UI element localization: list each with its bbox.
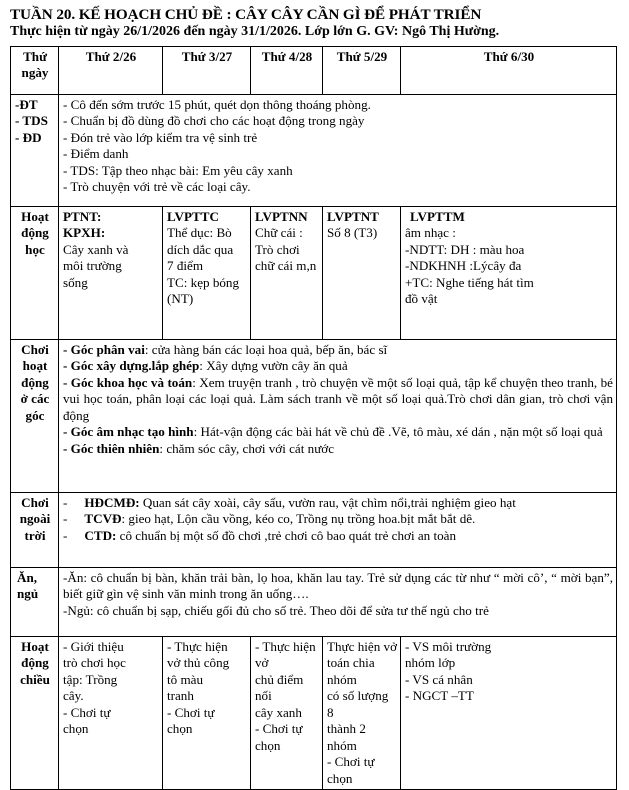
arrival-item: - Điểm danh: [63, 146, 129, 162]
arrival-item: - Chuẩn bị đồ dùng đồ chơi cho các hoạt động trong ngày: [63, 113, 365, 129]
subject-detail: sống: [63, 274, 88, 290]
subject-code: PTNT:: [63, 208, 102, 224]
afternoon-line: Thực hiện vở: [327, 638, 398, 654]
row-label-learning-line-2: động: [21, 225, 49, 241]
table-row-afternoon: [11, 636, 617, 789]
weekly-plan-table: [10, 46, 617, 790]
arrival-item: - Trò chuyện với trẻ về các loại cây.: [63, 179, 251, 195]
outdoor-tag: CTD:: [84, 527, 117, 543]
afternoon-line: - Chơi tự: [63, 704, 111, 720]
page-subtitle: Thực hiện từ ngày 26/1/2026 đến ngày 31/1/2026. Lớp lớn G. GV: Ngô Thị Hường.: [10, 24, 500, 40]
row-label-outdoor-line-2: ngoài: [19, 511, 51, 527]
afternoon-line: - Chơi tự chọn: [327, 754, 375, 786]
subject-detail: (NT): [167, 291, 194, 307]
row-label-corners-line-2: hoạt: [22, 358, 48, 374]
corner-text: : Xem truyện tranh , trò chuyện về một số loại quả, tập kể chuyện theo tranh, bé vui học toán, phân loại các loại quả. Làm sách tranh về một số loại quả.Trò chơi dân gian, trò chơi vận động: [63, 374, 613, 423]
corner-text: : Hát-vận động các bài hát về chủ đề .Vẽ, tô màu, xé dán , nặn một số loại quả: [193, 424, 603, 440]
corner-name: - Góc xây dựng.lắp ghép: [63, 358, 200, 374]
page-title: TUẦN 20. KẾ HOẠCH CHỦ ĐỀ : CÂY CÂY CẦN GÌ ĐỂ PHÁT TRIỂN: [10, 6, 482, 23]
row-label-afternoon: [11, 636, 59, 789]
afternoon-line: cây xanh: [255, 704, 302, 720]
table-header-row: [11, 46, 617, 94]
subject-code: LVPTNN: [255, 208, 308, 224]
day-header-friday: Thứ 6/30: [401, 46, 617, 94]
row-label-arrival-line-3: - ĐD: [15, 129, 42, 145]
afternoon-line: chọn: [167, 721, 193, 737]
row-label-corners-line-3: động: [21, 374, 49, 390]
cell-learning-monday: [59, 206, 163, 339]
afternoon-line: vở thủ công: [167, 655, 230, 671]
subject-detail: Số 8 (T3): [327, 225, 378, 241]
row-label-afternoon-line-1: Hoạt: [21, 638, 49, 654]
cell-afternoon-monday: [59, 636, 163, 789]
subject-detail: -NDKHNH :Lýcây đa: [405, 258, 522, 274]
afternoon-line: chọn: [63, 721, 89, 737]
cell-learning-thursday: [323, 206, 401, 339]
outdoor-text: Quan sát cây xoài, cây sấu, vườn rau, vật chìm nổi,trải nghiệm gieo hạt: [139, 494, 516, 510]
corner-text: : Xây dựng vườn cây ăn quả: [199, 358, 348, 374]
row-label-arrival-line-2: - TDS: [15, 113, 48, 129]
afternoon-line: nhóm lớp: [405, 655, 456, 671]
subject-code-2: KPXH:: [63, 225, 106, 241]
corner-name: - Góc thiên nhiên: [63, 440, 160, 456]
table-row-corners: [11, 339, 617, 492]
subject-code: LVPTTC: [167, 208, 219, 224]
cell-outdoor-content: [59, 492, 617, 567]
eat-sleep-item: -Ăn: cô chuẩn bị bàn, khăn trải bàn, lọ hoa, khăn lau tay. Trẻ sử dụng các từ như “ mời cô’, “ mời bạn”, biết giữ gìn vệ sinh văn minh trong ăn uống….: [63, 569, 613, 602]
subject-detail: 7 điểm: [167, 258, 204, 274]
afternoon-line: - Chơi tự: [167, 704, 215, 720]
cell-afternoon-tuesday: [163, 636, 251, 789]
outdoor-dash: -: [63, 511, 68, 527]
afternoon-line: - Thực hiện: [167, 638, 228, 654]
afternoon-line: - VS cá nhân: [405, 671, 473, 687]
day-header-thursday: Thứ 5/29: [323, 46, 401, 94]
row-label-eat-sleep: [11, 567, 59, 636]
row-label-eat-sleep-line-2: ngủ: [17, 586, 39, 602]
corner-name: - Góc âm nhạc tạo hình: [63, 424, 194, 440]
afternoon-line: trò chơi học: [63, 655, 126, 671]
cell-afternoon-thursday: [323, 636, 401, 789]
afternoon-line: - Chơi tự chọn: [255, 721, 303, 753]
row-label-afternoon-line-2: động: [21, 655, 49, 671]
afternoon-line: thành 2 nhóm: [327, 721, 366, 753]
corner-name: - Góc phân vai: [63, 341, 145, 357]
row-label-outdoor: [11, 492, 59, 567]
table-row-arrival: [11, 94, 617, 206]
row-label-corners-line-1: Chơi: [21, 341, 49, 357]
eat-sleep-item: -Ngủ: cô chuẩn bị sạp, chiếu gối đủ cho số trẻ. Theo dõi để sửa tư thế ngủ cho trẻ: [63, 602, 489, 618]
corner-item: [63, 358, 613, 374]
outdoor-dash: -: [63, 527, 68, 543]
afternoon-line: - Thực hiện vở: [255, 638, 316, 671]
outdoor-item: [63, 495, 613, 511]
afternoon-line: - VS môi trường: [405, 638, 492, 654]
afternoon-line: tập: Trồng: [63, 671, 118, 687]
afternoon-line: - Giới thiệu: [63, 638, 124, 654]
afternoon-line: có số lượng 8: [327, 688, 389, 720]
outdoor-dash: -: [63, 494, 68, 510]
row-label-learning-line-1: Hoạt: [21, 208, 49, 224]
corner-text: : chăm sóc cây, chơi với cát nước: [159, 440, 335, 456]
outdoor-tag: HĐCMĐ:: [84, 494, 140, 510]
subject-detail: dích dắc qua: [167, 241, 234, 257]
cell-learning-wednesday: [251, 206, 323, 339]
subject-detail: TC: kẹp bóng: [167, 274, 240, 290]
corner-item: [63, 342, 613, 358]
arrival-item: - Đón trẻ vào lớp kiểm tra vệ sinh trẻ: [63, 129, 258, 145]
row-label-corners-line-4: ở các: [20, 391, 50, 407]
arrival-item: - Cô đến sớm trước 15 phút, quét dọn thông thoáng phòng.: [63, 96, 371, 112]
afternoon-line: toán chia nhóm: [327, 655, 375, 687]
subject-detail: môi trường: [63, 258, 122, 274]
corner-text: : cửa hàng bán các loại hoa quả, bếp ăn, bác sĩ: [144, 341, 388, 357]
row-label-outdoor-line-1: Chơi: [21, 494, 49, 510]
outdoor-item: [63, 511, 613, 527]
table-row-eat-sleep: [11, 567, 617, 636]
afternoon-line: cây.: [63, 688, 84, 704]
subject-detail: Trò chơi: [255, 241, 300, 257]
row-label-learning-line-3: học: [25, 241, 45, 257]
cell-eat-sleep-content: [59, 567, 617, 636]
corner-header-line-1: Thứ: [23, 48, 47, 64]
corner-item: [63, 375, 613, 424]
day-header-tuesday: Thứ 3/27: [163, 46, 251, 94]
table-row-outdoor: [11, 492, 617, 567]
cell-learning-friday: [401, 206, 617, 339]
cell-afternoon-friday: [401, 636, 617, 789]
afternoon-line: tranh: [167, 688, 194, 704]
corner-header-line-2: ngày: [21, 65, 49, 81]
subject-detail: -NDTT: DH : màu hoa: [405, 241, 525, 257]
corner-item: [63, 441, 613, 457]
subject-detail: âm nhạc :: [405, 225, 456, 241]
day-header-wednesday: Thứ 4/28: [251, 46, 323, 94]
row-label-eat-sleep-line-1: Ăn,: [17, 569, 38, 585]
cell-arrival-content: [59, 94, 617, 206]
subject-detail: Cây xanh và: [63, 241, 129, 257]
outdoor-text: cô chuẩn bị một số đồ chơi ,trẻ chơi cô bao quát trẻ chơi an toàn: [116, 527, 457, 543]
cell-afternoon-wednesday: [251, 636, 323, 789]
corner-header-cell: [11, 46, 59, 94]
outdoor-tag: TCVĐ: [84, 511, 122, 527]
arrival-item: - TDS: Tập theo nhạc bài: Em yêu cây xanh: [63, 162, 293, 178]
row-label-arrival: [11, 94, 59, 206]
corner-name: - Góc khoa học và toán: [63, 374, 193, 390]
row-label-afternoon-line-3: chiều: [20, 671, 50, 687]
cell-learning-tuesday: [163, 206, 251, 339]
subject-detail: chữ cái m,n: [255, 258, 317, 274]
cell-corners-content: [59, 339, 617, 492]
table-row-learning: [11, 206, 617, 339]
subject-code: LVPTTM: [410, 208, 465, 224]
afternoon-line: chủ điểm nối: [255, 671, 304, 704]
outdoor-item: [63, 528, 613, 544]
subject-detail: +TC: Nghe tiếng hát tìm: [405, 274, 534, 290]
corner-item: [63, 424, 613, 440]
subject-detail: Chữ cái :: [255, 225, 303, 241]
row-label-corners: [11, 339, 59, 492]
afternoon-line: tô màu: [167, 671, 204, 687]
day-header-monday: Thứ 2/26: [59, 46, 163, 94]
subject-detail: đồ vật: [405, 291, 438, 307]
subject-detail: Thể dục: Bò: [167, 225, 232, 241]
subject-code: LVPTNT: [327, 208, 379, 224]
afternoon-line: - NGCT –TT: [405, 688, 474, 704]
row-label-arrival-line-1: -ĐT: [15, 96, 38, 112]
row-label-learning: [11, 206, 59, 339]
row-label-outdoor-line-3: trời: [24, 527, 46, 543]
outdoor-text: : gieo hạt, Lộn cầu vồng, kéo co, Trồng nụ trồng hoa.bịt mắt bắt dê.: [121, 511, 476, 527]
row-label-corners-line-5: góc: [25, 407, 45, 423]
